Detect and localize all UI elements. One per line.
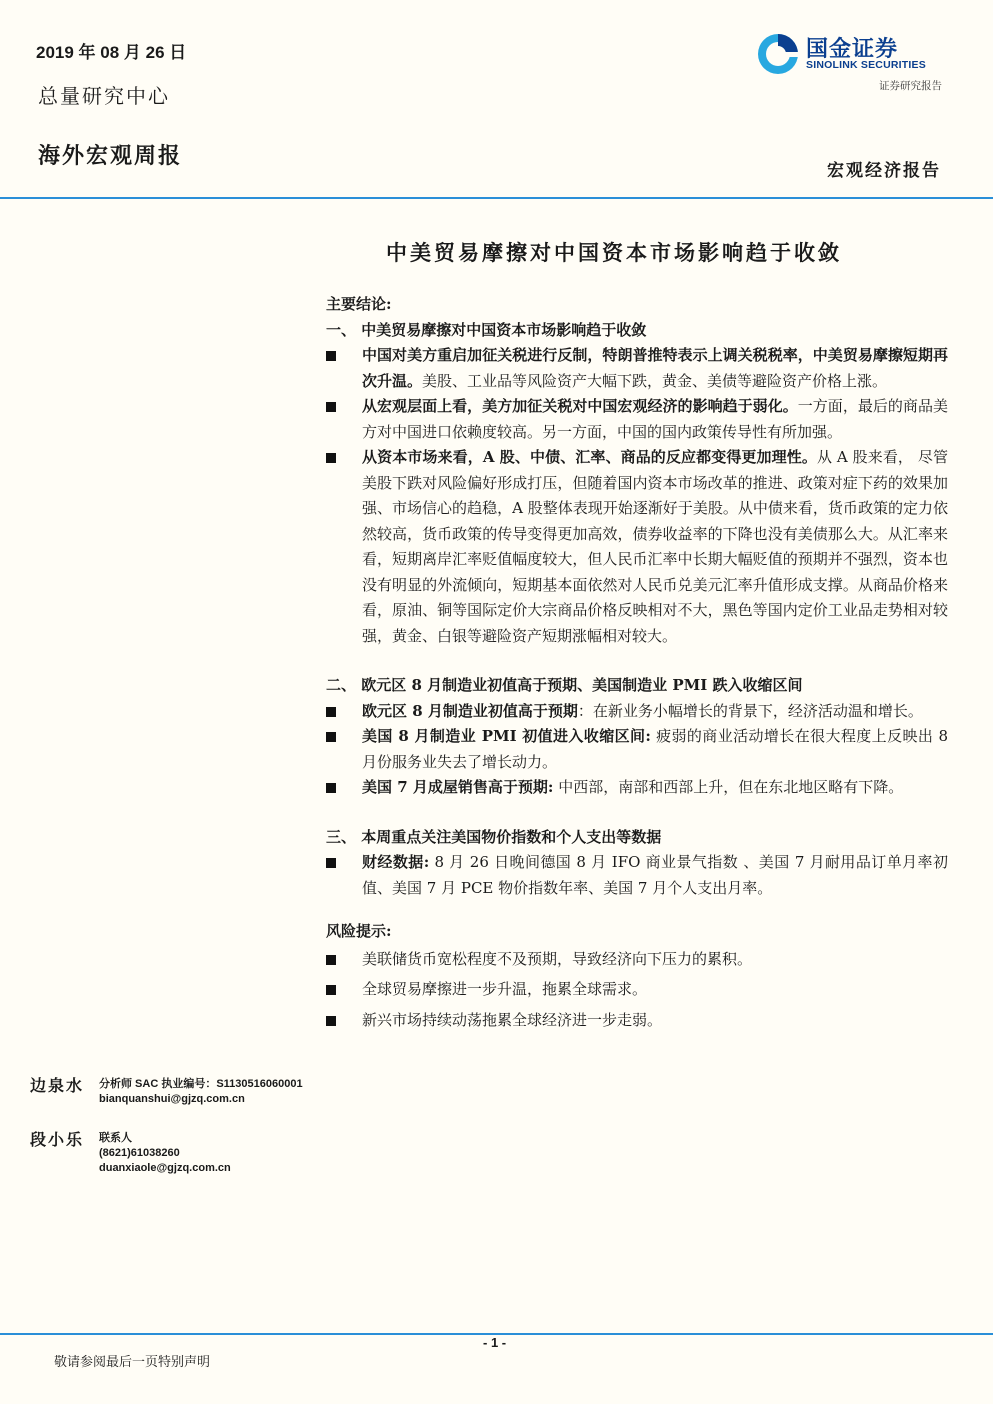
conclusion-label: 主要结论: [326,295,392,313]
risk-text: 全球贸易摩擦进一步升温，拖累全球需求。 [362,980,648,998]
logo-name-en: SINOLINK SECURITIES [806,59,926,71]
page-number: - 1 - [483,1335,507,1350]
author-name: 段小乐 [30,1130,85,1149]
main-content [326,292,948,1033]
risk-heading: 风险提示: [326,922,392,940]
list-item [326,775,948,801]
author-role: 分析师 SAC 执业编号：S1130516060001 [99,1078,303,1090]
sinolink-logo-icon [756,32,800,76]
author-info [99,1131,231,1176]
author-info [99,1077,303,1107]
report-title: 中美贸易摩擦对中国资本市场影响趋于收敛 [386,240,842,265]
author-card [30,1127,320,1181]
bullet-text: 美股、工业品等风险资产大幅下跌，黄金、美债等避险资产价格上涨。 [422,371,888,390]
bullet-bold-text: 欧元区 8 月制造业初值高于预期 [362,701,578,720]
bullet-bold-text: 美国 8 月制造业 PMI 初值进入收缩区间: [362,727,651,745]
list-item [326,724,948,775]
bullet-bold-text: 从宏观层面上看，美方加征关税对中国宏观经济的影响趋于弱化。 [362,397,798,415]
bullet-bold-text: 财经数据: [362,853,430,871]
bullet-text: 一方面，最后的商品美方对中国进口依赖度较高。另一方面，中国的国内政策传导性有所加强。 [362,397,948,441]
author-email[interactable]: duanxiaole@gjzq.com.cn [99,1162,231,1174]
report-type: 宏观经济报告 [827,161,941,181]
square-bullet-icon [326,985,336,995]
risk-item [326,1008,948,1034]
square-bullet-icon [326,732,336,742]
report-series: 海外宏观周报 [38,143,183,169]
logo-name-cn: 国金证券 [806,37,899,62]
disclaimer: 敬请参阅最后一页特别声明 [54,1355,211,1370]
section-heading: 三、 本周重点关注美国物价指数和个人支出等数据 [326,827,662,846]
author-name: 边泉水 [30,1076,85,1095]
list-item [326,699,948,725]
bullet-text: 8 月 26 日晚间德国 8 月 IFO 商业景气指数 、美国 7 月耐用品订单月率初值、美国 7 月 PCE 物价指数年率、美国 7 月个人支出月率。 [362,853,948,897]
report-date: 2019 年 08 月 26 日 [36,43,187,62]
risk-item [326,977,948,1003]
risk-text: 新兴市场持续动荡拖累全球经济进一步走弱。 [362,1010,663,1029]
risk-item [326,947,948,973]
bullet-text: 疲弱的商业活动增长在很大程度上反映出 8 月份服务业失去了增长动力。 [362,727,948,771]
bullet-text: 从 A 股来看， 尽管美股下跌对风险偏好形成打压，但随着国内资本市场改革的推进、政策对症下药的效果加强、市场信心的趋稳，A 股整体表现开始逐渐好于美股。从中债来看，货币政策的定力依然较高，货币政策的传导变得更加高效，债券收益率的下降也没有美债那么大。从汇率来看，短期离岸汇率贬值幅度较大，但人民币汇率中长期大幅贬值的预期并不强烈，资本也没有明显的外流倾向，短期基本面依然对人民币兑美元汇率升值形成支撑。从商品价格来看，原油、铜等国际定价大宗商品价格反映相对不大，黑色等国内定价工业品走势相对较强，黄金、白银等避险资产短期涨幅相对较大。 [362,448,948,645]
logo-subtitle: 证券研究报告 [879,80,942,92]
author-card [30,1073,320,1127]
bullet-text: 中西部，南部和西部上升，但在东北地区略有下降。 [553,778,904,796]
author-role: 联系人 [99,1132,132,1144]
square-bullet-icon [326,783,336,793]
square-bullet-icon [326,351,336,361]
department: 总量研究中心 [38,84,170,108]
square-bullet-icon [326,858,336,868]
square-bullet-icon [326,707,336,717]
author-phone: (8621)61038260 [99,1147,180,1159]
bullet-bold-text: 美国 7 月成屋销售高于预期: [362,778,554,796]
risk-text: 美联储货币宽松程度不及预期，导致经济向下压力的累积。 [362,949,753,968]
list-item [326,445,948,649]
author-list [30,1073,320,1181]
square-bullet-icon [326,453,336,463]
author-email[interactable]: bianquanshui@gjzq.com.cn [99,1093,245,1105]
list-item [326,343,948,394]
square-bullet-icon [326,1016,336,1026]
header-divider [0,197,993,199]
bullet-text: ：在新业务小幅增长的背景下，经济活动温和增长。 [577,701,923,720]
section-heading: 一、 中美贸易摩擦对中国资本市场影响趋于收敛 [326,320,647,339]
square-bullet-icon [326,402,336,412]
list-item [326,394,948,445]
section-heading: 二、 欧元区 8 月制造业初值高于预期、美国制造业 PMI 跌入收缩区间 [326,676,803,694]
list-item [326,850,948,901]
company-logo [756,32,946,92]
bullet-bold-text: 从资本市场来看，A 股、中债、汇率、商品的反应都变得更加理性。 [362,448,817,466]
square-bullet-icon [326,955,336,965]
bullet-bold-text: 中国对美方重启加征关税进行反制，特朗普推特表示上调关税税率，中美贸易摩擦短期再次升温。 [362,346,948,390]
